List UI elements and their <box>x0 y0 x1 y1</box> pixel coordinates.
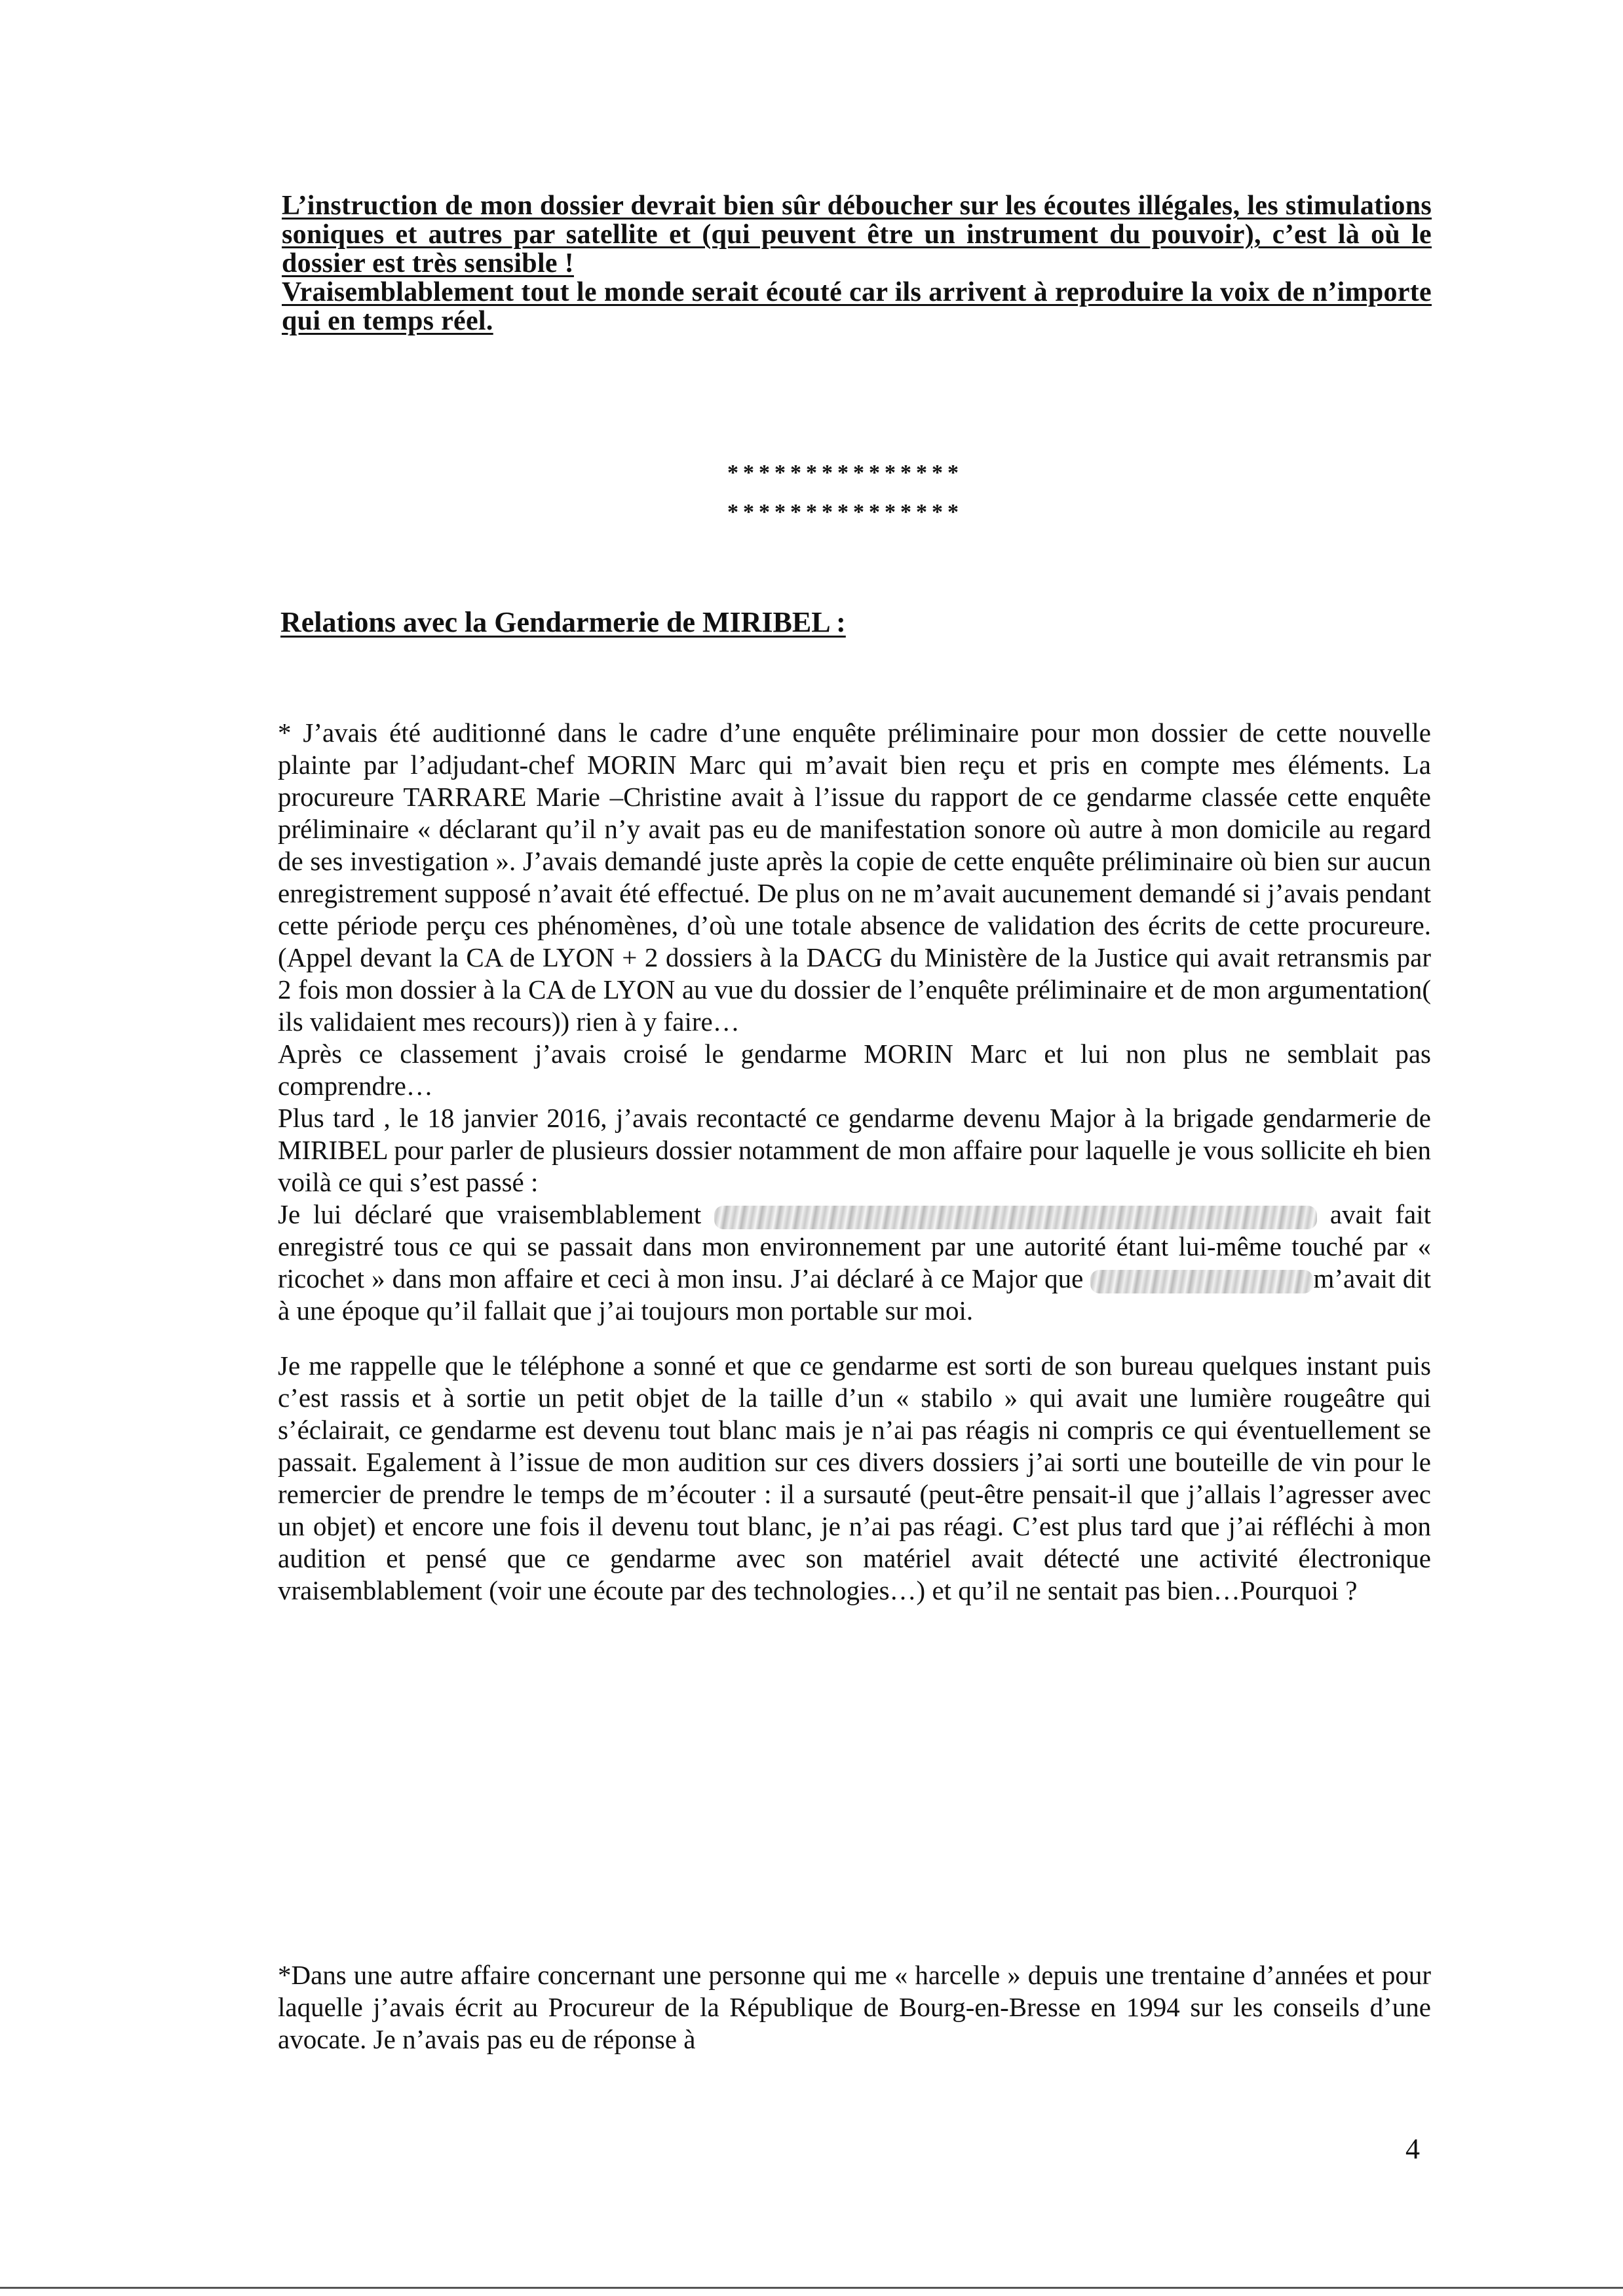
intro-bold-statement <box>282 191 1432 335</box>
paragraph-harcelement-text: *Dans une autre affaire concernant une personne qui me « harcelle » depuis une trentaine d’années et pour laquelle j’avais écrit au Procureur de la République de Bourg-en-Bresse en 1994 sur les conseils d’une avocate. Je n’avais pas eu de réponse à <box>278 1960 1431 2054</box>
paragraph-recontact: Plus tard , le 18 janvier 2016, j’avais recontacté ce gendarme devenu Major à la brigade gendarmerie de MIRIBEL pour parler de plusieurs dossier notamment de mon affaire pour laquelle je vous sollicite eh bien voilà ce qui s’est passé : <box>278 1103 1431 1197</box>
bottom-rule <box>0 2287 1623 2289</box>
redaction-mark <box>1090 1270 1313 1293</box>
paragraph-audition-text: * J’avais été auditionné dans le cadre d’une enquête préliminaire pour mon dossier de cette nouvelle plainte par l’adjudant-chef MORIN Marc qui m’avait bien reçu et pris en compte mes éléments. La procureure TARRARE Marie –Christine avait à l’issue du rapport de ce gendarme classée cette enquête préliminaire « déclarant qu’il n’y avait pas eu de manifestation sonore où autre à mon domicile au regard de ses investigation ». J’avais demandé juste après la copie de cette enquête préliminaire où bien sur aucun enregistrement supposé n’avait été effectué. De plus on ne m’avait aucunement demandé si j’avais pendant cette période perçu ces phénomènes, d’où une totale absence de validation des écrits de cette procureure. (Appel devant la CA de LYON + 2 dossiers à la DACG du Ministère de la Justice qui avait retransmis par 2 fois mon dossier à la CA de LYON au vue du dossier de l’enquête préliminaire et de mon argumentation( ils validaient mes recours)) rien à y faire… <box>278 718 1431 1037</box>
declaration-text-start: Je lui déclaré que vraisemblablement <box>278 1199 702 1229</box>
declaration-text-end: m’avait dit à une époque qu’il fallait que j’ai toujours mon portable sur moi. <box>278 1263 1431 1326</box>
intro-line-2: Vraisemblablement tout le monde serait écouté car ils arrivent à reproduire la voix de n’importe qui en temps réel. <box>282 277 1432 336</box>
paragraph-classement: Après ce classement j’avais croisé le gendarme MORIN Marc et lui non plus ne semblait pas comprendre… <box>278 1039 1431 1101</box>
page-number: 4 <box>1405 2133 1420 2165</box>
paragraph-telephone <box>278 1350 1431 1607</box>
paragraph-audition <box>278 717 1431 1327</box>
paragraph-declaration <box>278 1198 1431 1327</box>
intro-line-1: L’instruction de mon dossier devrait bien sûr déboucher sur les écoutes illégales, les stimulations soniques et autres par satellite et (qui peuvent être un instrument du pouvoir), c’est là où le dossier est très sensible ! <box>282 191 1432 278</box>
separator-stars-1: *************** <box>727 461 963 485</box>
paragraph-harcelement <box>278 1959 1431 2056</box>
paragraph-telephone-text: Je me rappelle que le téléphone a sonné et que ce gendarme est sorti de son bureau quelques instant puis c’est rassis et à sortie un petit objet de la taille d’un « stabilo » qui avait une lumière rougeâtre qui s’éclairait, ce gendarme est devenu tout blanc mais je n’ai pas réagis ni compris ce qui éventuellement se passait. Egalement à l’issue de mon audition sur ces divers dossiers j’ai sorti une bouteille de vin pour le remercier de prendre le temps de m’écouter : il a sursauté (peut-être pensait-il que j’allais l’agresser avec un objet) et encore une fois il devenu tout blanc, je n’ai pas réagi. C’est plus tard que j’ai réfléchi à mon audition et pensé que ce gendarme avec son matériel avait détecté une activité électronique vraisemblablement (voir une écoute par des technologies…) et qu’il ne sentait pas bien…Pourquoi ? <box>278 1350 1431 1605</box>
separator-stars-2: *************** <box>727 500 963 524</box>
section-heading: Relations avec la Gendarmerie de MIRIBEL : <box>280 606 846 638</box>
declaration-text-middle: avait fait enregistré tous ce qui se passait dans mon environnement par une autorité étant lui-même touché par « ricochet » dans mon affaire et ceci à mon insu. J’ai déclaré à ce Major que <box>278 1199 1432 1293</box>
redaction-mark <box>714 1206 1317 1229</box>
